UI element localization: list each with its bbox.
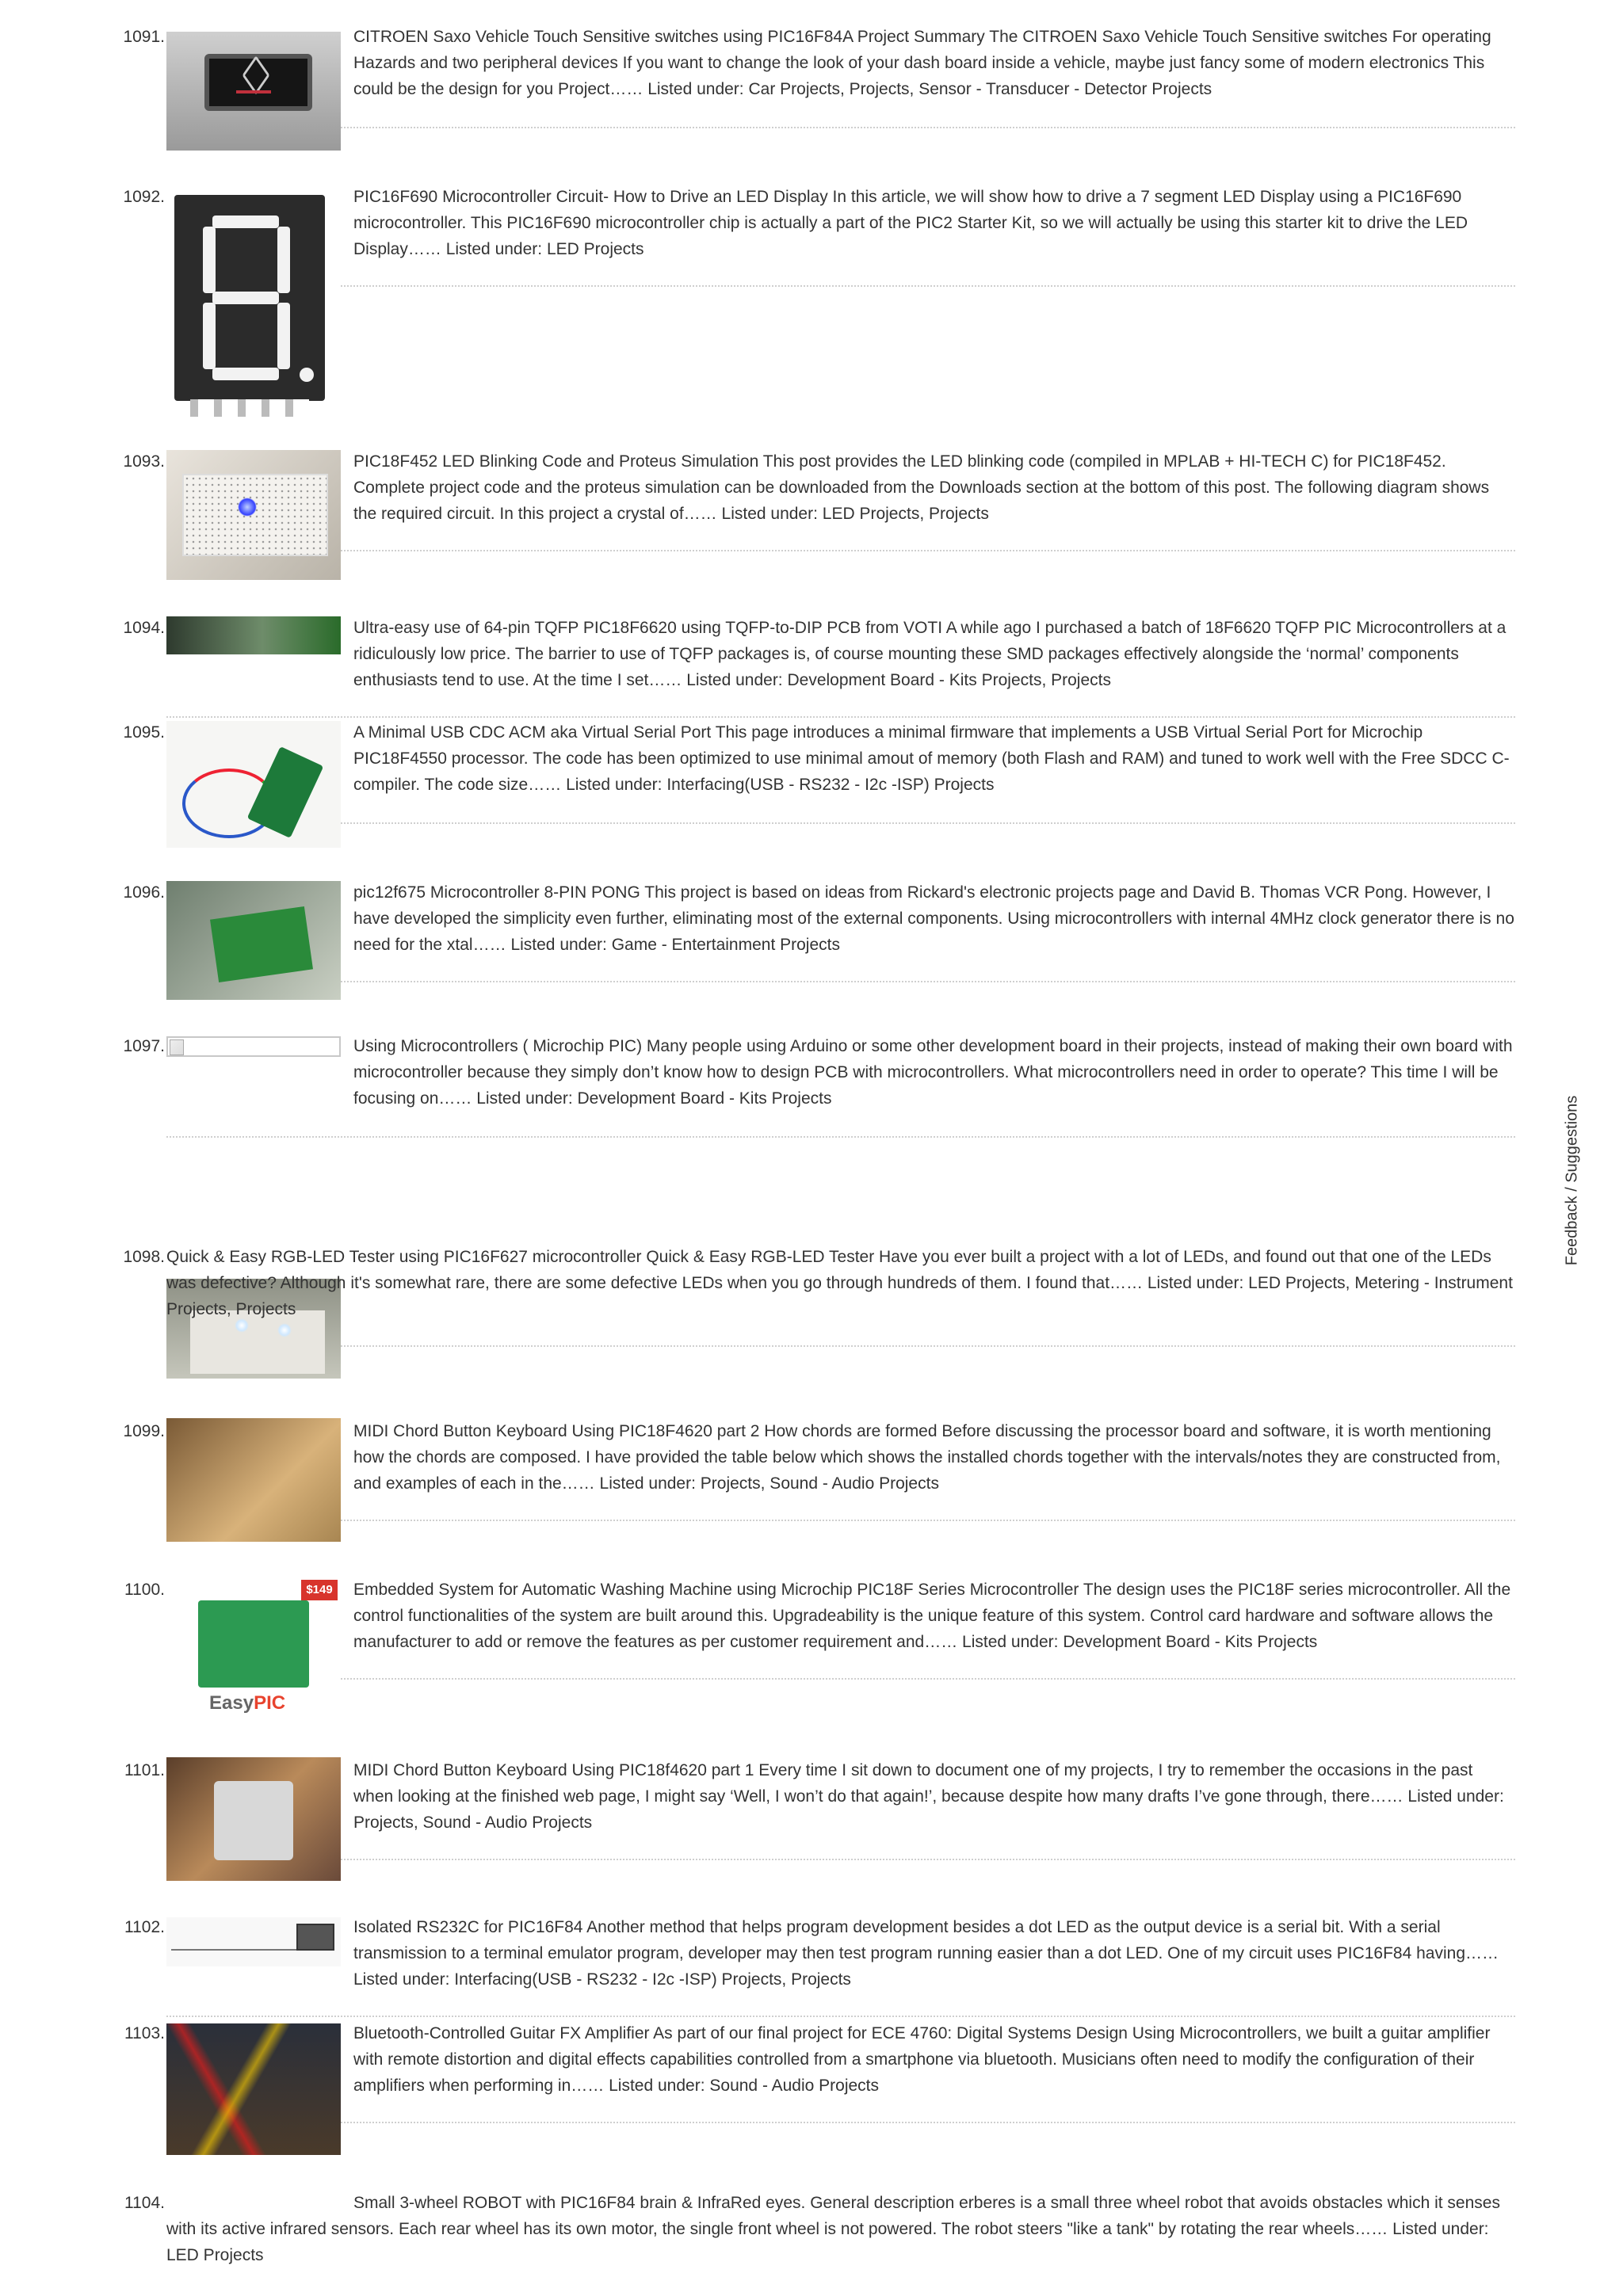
item-thumbnail[interactable] [166,1917,341,1966]
item-thumbnail[interactable] [166,187,341,417]
item-title-link[interactable]: Bluetooth-Controlled Guitar FX Amplifier [353,2024,650,2042]
item-listed-label: Listed under: [682,671,788,689]
item-thumbnail[interactable] [166,2023,341,2155]
item-description [353,719,1515,798]
item-listed-label: Listed under: [472,1089,578,1108]
item-number: 1103. [124,2024,165,2042]
item-listed-label: Listed under: [1388,2220,1489,2238]
item-thumbnail[interactable] [166,1418,341,1542]
item-separator [341,550,1515,551]
item-thumbnail[interactable] [166,32,341,151]
item-listed-label: Listed under: [604,2077,710,2095]
item-listed-label: Listed under: [716,505,823,523]
item-number: 1104. [124,2194,165,2212]
item-separator [341,981,1515,982]
item-thumbnail[interactable]: $149 EasyPIC [166,1577,341,1722]
item-separator [341,1678,1515,1680]
item-separator [341,1859,1515,1860]
item-title-link[interactable]: MIDI Chord Button Keyboard Using PIC18f4620 part 1 [353,1761,754,1779]
item-description [353,2020,1515,2099]
item-summary: Quick & Easy RGB-LED Tester Have you ever built a project with a lot of LEDs, and found out that one of the LEDs was defective? Although it's somewhat rare, there are some defective LEDs when you go through hundreds of them. I found that…… [166,1248,1491,1292]
item-summary: Every time I sit down to document one of my projects, I try to remember the occasions in the past when looking at the finished web page, I might say ‘Well, I won’t do that again!’, because despite how many drafts I’ve gone through, there…… [353,1761,1473,1806]
item-number: 1102. [124,1918,165,1936]
item-listed-label: Listed under: [1143,1274,1249,1292]
item-listed-label: Listed under: [441,240,547,258]
item-title-link[interactable]: Small 3-wheel ROBOT with PIC16F84 brain & InfraRed eyes. [353,2194,806,2212]
feedback-label: Feedback / Suggestions [1563,1095,1581,1266]
item-title-link[interactable]: PIC18F452 LED Blinking Code and Proteus Simulation [353,452,759,471]
feedback-tab[interactable] [1561,1085,1583,1276]
item-title-link[interactable]: PIC16F690 Microcontroller Circuit- How to Drive an LED Display [353,188,828,206]
item-categories[interactable]: Sound - Audio Projects [709,2077,880,2095]
item-title-link[interactable]: Ultra-easy use of 64-pin TQFP PIC18F6620 using TQFP-to-DIP PCB from VOTI [353,619,943,637]
item-categories[interactable]: Projects, Sound - Audio Projects [700,1474,939,1493]
item-categories[interactable]: Development Board - Kits Projects [577,1089,832,1108]
item-title-link[interactable]: pic12f675 Microcontroller 8-PIN PONG [353,883,640,902]
item-categories[interactable]: Car Projects, Projects, Sensor - Transducer - Detector Projects [748,80,1212,98]
item-number: 1092. [123,188,165,206]
item-separator [341,127,1515,128]
item-separator [341,1345,1515,1347]
item-categories[interactable]: Projects, Sound - Audio Projects [353,1814,593,1832]
item-number: 1099. [123,1422,165,1440]
item-title-link[interactable]: Quick & Easy RGB-LED Tester using PIC16F627 microcontroller [166,1248,642,1266]
item-summary: This post provides the LED blinking code (compiled in MPLAB + HI-TECH C) for PIC18F452. Complete project code and the proteus simulation can be downloaded from the Downloads section at the bottom of this post. The following diagram shows the required circuit. In this project a crystal of…… [353,452,1490,523]
item-number: 1095. [123,723,165,742]
item-summary: This project is based on ideas from Rickard's electronic projects page and David B. Thomas VCR Pong. However, I have developed the simplicity even further, eliminating most of the external components. Using microcontrollers with internal 4MHz clock generator there is no need for the xtal…… [353,883,1514,954]
item-thumbnail[interactable] [166,721,341,848]
item-description [353,1418,1515,1497]
item-separator [166,2016,1515,2017]
item-number: 1093. [123,452,165,471]
item-title-link[interactable]: Using Microcontrollers ( Microchip PIC) [353,1037,643,1055]
item-summary: General description erberes is a small three wheel robot that avoids obstacles which it senses with its active infrared sensors. Each rear wheel has its own motor, the single front wheel is not powered. The robot steers "like a tank" by rotating the rear wheels…… [166,2194,1500,2238]
item-description [353,448,1515,527]
item-summary: Many people using Arduino or some other development board in their projects, instead of making their own board with microcontroller because they simply don’t know how to design PCB with microcontrollers. What microcontrollers need in order to operate? This time I will be focusing on…… [353,1037,1513,1108]
item-summary: As part of our final project for ECE 4760: Digital Systems Design Using Microcontrollers, we built a guitar amplifier with remote distortion and digital effects capabilities controlled from a smartphone via bluetooth. Musicians often need to modify the configuration of their amplifiers when performing in…… [353,2024,1491,2095]
item-thumbnail[interactable] [166,616,341,654]
item-number: 1101. [124,1761,165,1779]
item-number: 1094. [123,619,165,637]
item-summary: How chords are formed Before discussing the processor board and software, it is worth mentioning how the chords are composed. I have provided the table below which shows the installed chords together with the intervals/notes they are constructed from, and examples of each in the…… [353,1422,1501,1493]
item-title-link[interactable]: A Minimal USB CDC ACM aka Virtual Serial Port [353,723,712,742]
item-description [353,1757,1515,1836]
item-separator [166,716,1515,718]
item-categories[interactable]: Interfacing(USB - RS232 - I2c -ISP) Projects, Projects [454,1970,851,1989]
item-listed-label: Listed under: [506,936,612,954]
item-summary: A while ago I purchased a batch of 18F6620 TQFP PIC Microcontrollers at a ridiculously low price. The barrier to use of TQFP packages is, of course mounting these SMD packages effectively alongside the ‘normal’ components enthusiasts tend to use. At the time I set…… [353,619,1507,689]
item-number: 1098. [123,1248,165,1266]
item-description [353,1914,1515,1993]
item-separator [341,1520,1515,1521]
item-categories[interactable]: Game - Entertainment Projects [611,936,840,954]
item-summary: In this article, we will show how to drive a 7 segment LED Display using a PIC16F690 microcontroller. This PIC16F690 microcontroller chip is actually a part of the PIC2 Starter Kit, so we will actually be using this starter kit to drive the LED Display…… [353,188,1468,258]
item-description [353,1033,1515,1112]
item-description [353,24,1515,102]
item-description [353,1577,1515,1655]
item-description [166,2190,1515,2268]
item-summary: This page introduces a minimal firmware that implements a USB Virtual Serial Port for Microchip PIC18F4550 processor. The code has been optimized to use minimal amout of memory (both Flash and RAM) and tuned to work well with the Free SDCC C-compiler. The code size…… [353,723,1510,794]
item-number: 1091. [123,28,165,46]
item-number: 1096. [123,883,165,902]
item-thumbnail[interactable] [166,1757,341,1881]
item-description [166,1244,1515,1322]
item-thumbnail[interactable] [166,881,341,1000]
item-thumbnail[interactable] [166,1036,341,1057]
item-listed-label: Listed under: [353,1970,455,1989]
item-summary: Another method that helps program development besides a dot LED as the output device is a serial bit. With a serial transmission to a terminal emulator program, developer may then test program running easier than a dot LED. One of my circuit uses PIC16F84 having…… [353,1918,1499,1962]
item-title-link[interactable]: MIDI Chord Button Keyboard Using PIC18F4620 part 2 [353,1422,760,1440]
item-categories[interactable]: Interfacing(USB - RS232 - I2c -ISP) Projects [666,776,995,794]
item-listed-label: Listed under: [1403,1787,1504,1806]
item-number: 1100. [124,1581,165,1599]
item-description [353,615,1515,693]
item-description [353,184,1515,262]
item-categories[interactable]: LED Projects [166,2246,264,2264]
item-separator [341,2122,1515,2123]
item-description [353,879,1515,958]
item-listed-label: Listed under: [561,776,667,794]
item-separator [341,822,1515,824]
item-listed-label: Listed under: [957,1633,1064,1651]
item-categories[interactable]: LED Projects, Projects [822,505,989,523]
item-title-link[interactable]: Embedded System for Automatic Washing Machine using Microchip PIC18F Series Microcontroller [353,1581,1079,1599]
broken-image-icon [170,1039,184,1055]
item-categories[interactable]: Development Board - Kits Projects, Projects [787,671,1111,689]
item-summary: The design uses the PIC18F series microcontroller. All the control functionalities of the system are built around this. Upgradeability is the unique feature of this system. Control card hardware and software allows the manufacturer to add or remove the features as per customer requirement and…… [353,1581,1511,1651]
item-summary: Project Summary The CITROEN Saxo Vehicle Touch Sensitive switches For operating Hazards and two peripheral devices If you want to change the look of your dash board inside a vehicle, maybe just fancy some of modern electronics This could be the design for you Project…… [353,28,1491,98]
item-categories[interactable]: Development Board - Kits Projects [1063,1633,1318,1651]
item-categories[interactable]: LED Projects, Metering - Instrument Projects, Projects [166,1274,1513,1318]
item-separator [341,285,1515,287]
item-title-link[interactable]: Isolated RS232C for PIC16F84 [353,1918,583,1936]
item-listed-label: Listed under: [643,80,749,98]
item-separator [166,1136,1515,1138]
item-listed-label: Listed under: [594,1474,701,1493]
item-categories[interactable]: LED Projects [546,240,644,258]
item-number: 1097. [123,1037,165,1055]
item-thumbnail[interactable] [166,450,341,580]
item-title-link[interactable]: CITROEN Saxo Vehicle Touch Sensitive switches using PIC16F84A [353,28,853,46]
